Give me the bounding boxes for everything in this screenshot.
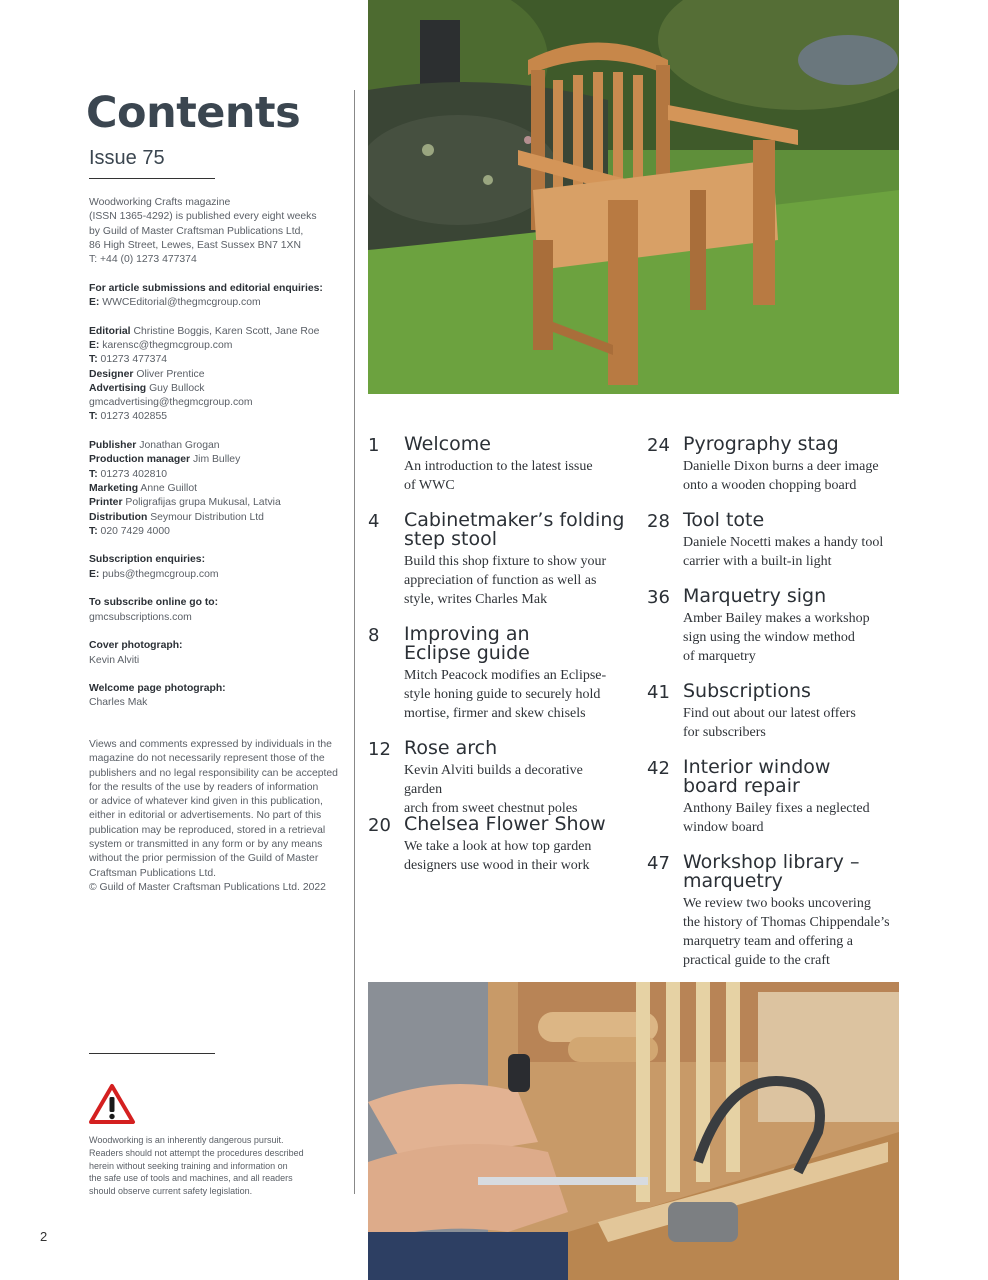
entry-title: Workshop library – marquetry: [683, 851, 860, 892]
disclaimer: Views and comments expressed by individuals in the magazine do not necessarily represent those of the publishers and no legal responsibility can be accepted for the results of the use by readers of information or advice of whatever kind given in this publication, either in editorial or advertisements. No part of this publication may be reproduced, stored in a retrieval system or transmitted in any form or by any means without the prior permission of the Guild of Master Craftsman Publications Ltd. © Guild of Master Craftsman Publications Ltd. 2022: [89, 739, 338, 893]
entry-description: Mitch Peacock modifies an Eclipse- style honing guide to securely hold mortise, firmer and skew chisels: [404, 668, 607, 721]
entry-title: Chelsea Flower Show: [404, 813, 606, 835]
entry-page: 41: [647, 682, 670, 703]
entry-description: We review two books uncovering the history of Thomas Chippendale’s marquetry team and offering a practical guide to the craft: [683, 896, 890, 968]
warning-triangle-icon: [88, 1083, 136, 1125]
production-block: Publisher Jonathan Grogan Production manager Jim Bulley T: 01273 402810 Marketing Anne Guillot Printer Poligrafijas grupa Mukusal, Latvia Distribution Seymour Distribution Ltd T: 020 7429 4000: [89, 440, 281, 537]
workshop-photo: [368, 982, 899, 1280]
submissions-block: For article submissions and editorial enquiries: E: WWCEditorial@thegmcgroup.com: [89, 282, 323, 309]
subscribe-url: gmcsubscriptions.com: [89, 611, 192, 623]
entry-page: 1: [368, 435, 380, 456]
entry-title: Pyrography stag: [683, 433, 839, 455]
publisher-info: [89, 196, 347, 725]
entry-title: Improving an Eclipse guide: [404, 623, 530, 664]
subscription-block: Subscription enquiries: E: pubs@thegmcgroup.com: [89, 554, 219, 580]
online-block: To subscribe online go to: gmcsubscriptions.com: [89, 597, 219, 623]
chair-photo: [368, 0, 899, 394]
submissions-email: WWCEditorial@thegmcgroup.com: [102, 297, 261, 309]
entry-page: 4: [368, 511, 380, 532]
entry-title: Welcome: [404, 433, 491, 455]
divider: [89, 1053, 215, 1054]
entry-title: Interior window board repair: [683, 756, 831, 797]
entry-page: 8: [368, 625, 380, 646]
entry-description: Daniele Nocetti makes a handy tool carrier with a built-in light: [683, 535, 884, 569]
entry-page: 28: [647, 511, 670, 532]
entry-title: Cabinetmaker’s folding step stool: [404, 509, 625, 550]
entry-page: 24: [647, 435, 670, 456]
entry-title: Marquetry sign: [683, 585, 827, 607]
page-number: 2: [40, 1229, 48, 1244]
entry-description: We take a look at how top garden designers use wood in their work: [404, 839, 592, 873]
entry-page: 47: [647, 853, 670, 874]
entry-page: 20: [368, 815, 391, 836]
entry-description: Danielle Dixon burns a deer image onto a wooden chopping board: [683, 459, 879, 493]
issue-number: Issue 75: [89, 147, 165, 169]
entry-title: Rose arch: [404, 737, 498, 759]
entry-description: An introduction to the latest issue of WWC: [404, 459, 593, 493]
cover-credit-block: Cover photograph: Kevin Alviti: [89, 640, 183, 666]
divider: [89, 178, 215, 179]
intro-block: Woodworking Crafts magazine (ISSN 1365-4292) is published every eight weeks by Guild of Master Craftsman Publications Ltd, 86 High Street, Lewes, East Sussex BN7 1XN T: +44 (0) 1273 477374: [89, 197, 317, 266]
entry-description: Find out about our latest offers for subscribers: [683, 706, 856, 740]
page-title: Contents: [86, 88, 301, 138]
column-divider: [354, 90, 355, 1194]
entry-description: Kevin Alviti builds a decorative garden arch from sweet chestnut poles: [404, 763, 583, 816]
safety-warning: Woodworking is an inherently dangerous pursuit. Readers should not attempt the procedures described herein without seeking training and information on the safe use of tools and machines, and all readers should observe current safety legislation.: [89, 1135, 304, 1197]
welcome-credit-block: Welcome page photograph: Charles Mak: [89, 683, 226, 709]
entry-description: Anthony Bailey fixes a neglected window board: [683, 801, 870, 835]
entry-page: 12: [368, 739, 391, 760]
entry-description: Amber Bailey makes a workshop sign using the window method of marquetry: [683, 611, 870, 664]
entry-page: 36: [647, 587, 670, 608]
entry-title: Subscriptions: [683, 680, 811, 702]
staff-block: Editorial Christine Boggis, Karen Scott, Jane Roe E: karensc@thegmcgroup.com T: 01273 477374 Designer Oliver Prentice Advertising Guy Bullock gmcadvertising@thegmcgroup.com T: 01273 402855: [89, 325, 320, 423]
entry-description: Build this shop fixture to show your appreciation of function as well as style, writes Charles Mak: [404, 554, 607, 607]
entry-page: 42: [647, 758, 670, 779]
entry-title: Tool tote: [683, 509, 765, 531]
